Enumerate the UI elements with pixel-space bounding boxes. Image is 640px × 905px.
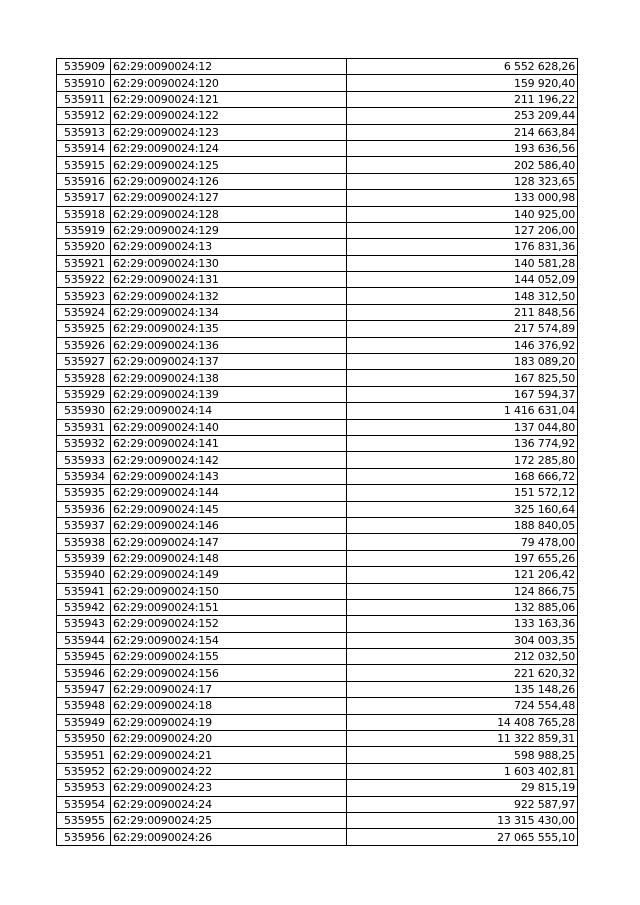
value-cell: 172 285,80	[347, 452, 578, 468]
value-cell: 148 312,50	[347, 288, 578, 304]
table-row	[57, 796, 578, 812]
cadastral-number-cell: 62:29:0090024:25	[111, 812, 347, 828]
table-row	[57, 812, 578, 828]
row-number-cell: 535950	[57, 731, 111, 747]
cadastral-number-cell: 62:29:0090024:26	[111, 829, 347, 845]
row-number-cell: 535940	[57, 567, 111, 583]
value-cell: 211 848,56	[347, 304, 578, 320]
value-cell: 1 603 402,81	[347, 763, 578, 779]
row-number-cell: 535956	[57, 829, 111, 845]
table-row	[57, 517, 578, 533]
table-row	[57, 632, 578, 648]
cadastral-number-cell: 62:29:0090024:128	[111, 206, 347, 222]
value-cell: 136 774,92	[347, 435, 578, 451]
value-cell: 183 089,20	[347, 354, 578, 370]
table-row	[57, 763, 578, 779]
cadastral-number-cell: 62:29:0090024:125	[111, 157, 347, 173]
value-cell: 197 655,26	[347, 550, 578, 566]
value-cell: 221 620,32	[347, 665, 578, 681]
row-number-cell: 535934	[57, 468, 111, 484]
cadastral-number-cell: 62:29:0090024:134	[111, 304, 347, 320]
value-cell: 167 825,50	[347, 370, 578, 386]
table-row	[57, 157, 578, 173]
table-row	[57, 616, 578, 632]
cadastral-number-cell: 62:29:0090024:14	[111, 403, 347, 419]
row-number-cell: 535952	[57, 763, 111, 779]
row-number-cell: 535919	[57, 222, 111, 238]
value-cell: 124 866,75	[347, 583, 578, 599]
value-cell: 29 815,19	[347, 780, 578, 796]
table-row	[57, 599, 578, 615]
value-cell: 11 322 859,31	[347, 731, 578, 747]
table-row	[57, 272, 578, 288]
row-number-cell: 535941	[57, 583, 111, 599]
cadastral-number-cell: 62:29:0090024:19	[111, 714, 347, 730]
value-cell: 140 581,28	[347, 255, 578, 271]
cadastral-number-cell: 62:29:0090024:150	[111, 583, 347, 599]
table-row	[57, 386, 578, 402]
cadastral-number-cell: 62:29:0090024:142	[111, 452, 347, 468]
value-cell: 133 000,98	[347, 190, 578, 206]
table-row	[57, 239, 578, 255]
row-number-cell: 535926	[57, 337, 111, 353]
value-cell: 151 572,12	[347, 485, 578, 501]
table-row	[57, 370, 578, 386]
cadastral-number-cell: 62:29:0090024:18	[111, 698, 347, 714]
table-row	[57, 403, 578, 419]
row-number-cell: 535914	[57, 140, 111, 156]
value-cell: 176 831,36	[347, 239, 578, 255]
cadastral-number-cell: 62:29:0090024:148	[111, 550, 347, 566]
row-number-cell: 535954	[57, 796, 111, 812]
row-number-cell: 535925	[57, 321, 111, 337]
table-row	[57, 550, 578, 566]
cadastral-number-cell: 62:29:0090024:120	[111, 75, 347, 91]
row-number-cell: 535930	[57, 403, 111, 419]
row-number-cell: 535920	[57, 239, 111, 255]
row-number-cell: 535942	[57, 599, 111, 615]
table-row	[57, 419, 578, 435]
table-row	[57, 698, 578, 714]
table-row	[57, 452, 578, 468]
row-number-cell: 535928	[57, 370, 111, 386]
row-number-cell: 535927	[57, 354, 111, 370]
cadastral-number-cell: 62:29:0090024:135	[111, 321, 347, 337]
row-number-cell: 535911	[57, 91, 111, 107]
table-row	[57, 665, 578, 681]
cadastral-number-cell: 62:29:0090024:141	[111, 435, 347, 451]
row-number-cell: 535949	[57, 714, 111, 730]
table-row	[57, 206, 578, 222]
cadastral-number-cell: 62:29:0090024:130	[111, 255, 347, 271]
table-row	[57, 75, 578, 91]
row-number-cell: 535948	[57, 698, 111, 714]
value-cell: 1 416 631,04	[347, 403, 578, 419]
row-number-cell: 535923	[57, 288, 111, 304]
table-row	[57, 337, 578, 353]
value-cell: 214 663,84	[347, 124, 578, 140]
table-row	[57, 140, 578, 156]
cadastral-number-cell: 62:29:0090024:132	[111, 288, 347, 304]
table-row	[57, 468, 578, 484]
cadastral-number-cell: 62:29:0090024:155	[111, 649, 347, 665]
value-cell: 79 478,00	[347, 534, 578, 550]
row-number-cell: 535951	[57, 747, 111, 763]
row-number-cell: 535921	[57, 255, 111, 271]
table-row	[57, 354, 578, 370]
table-row	[57, 304, 578, 320]
cadastral-number-cell: 62:29:0090024:129	[111, 222, 347, 238]
value-cell: 202 586,40	[347, 157, 578, 173]
cadastral-number-cell: 62:29:0090024:138	[111, 370, 347, 386]
value-cell: 304 003,35	[347, 632, 578, 648]
row-number-cell: 535933	[57, 452, 111, 468]
cadastral-number-cell: 62:29:0090024:143	[111, 468, 347, 484]
value-cell: 144 052,09	[347, 272, 578, 288]
cadastral-value-table	[56, 58, 578, 846]
value-cell: 188 840,05	[347, 517, 578, 533]
cadastral-number-cell: 62:29:0090024:152	[111, 616, 347, 632]
table-row	[57, 485, 578, 501]
cadastral-number-cell: 62:29:0090024:22	[111, 763, 347, 779]
table-row	[57, 780, 578, 796]
row-number-cell: 535912	[57, 108, 111, 124]
value-cell: 598 988,25	[347, 747, 578, 763]
cadastral-number-cell: 62:29:0090024:127	[111, 190, 347, 206]
table-row	[57, 829, 578, 845]
row-number-cell: 535913	[57, 124, 111, 140]
table-row	[57, 255, 578, 271]
row-number-cell: 535939	[57, 550, 111, 566]
row-number-cell: 535924	[57, 304, 111, 320]
value-cell: 121 206,42	[347, 567, 578, 583]
row-number-cell: 535945	[57, 649, 111, 665]
table-row	[57, 173, 578, 189]
value-cell: 13 315 430,00	[347, 812, 578, 828]
cadastral-number-cell: 62:29:0090024:23	[111, 780, 347, 796]
table-row	[57, 222, 578, 238]
value-cell: 212 032,50	[347, 649, 578, 665]
table-row	[57, 731, 578, 747]
table-row	[57, 435, 578, 451]
cadastral-number-cell: 62:29:0090024:151	[111, 599, 347, 615]
table-row	[57, 321, 578, 337]
row-number-cell: 535916	[57, 173, 111, 189]
value-cell: 27 065 555,10	[347, 829, 578, 845]
cadastral-number-cell: 62:29:0090024:149	[111, 567, 347, 583]
cadastral-number-cell: 62:29:0090024:12	[111, 59, 347, 75]
row-number-cell: 535944	[57, 632, 111, 648]
cadastral-number-cell: 62:29:0090024:136	[111, 337, 347, 353]
table-body	[57, 59, 578, 846]
value-cell: 159 920,40	[347, 75, 578, 91]
row-number-cell: 535946	[57, 665, 111, 681]
value-cell: 217 574,89	[347, 321, 578, 337]
table-row	[57, 534, 578, 550]
table-row	[57, 501, 578, 517]
value-cell: 127 206,00	[347, 222, 578, 238]
table-row	[57, 190, 578, 206]
value-cell: 253 209,44	[347, 108, 578, 124]
table-row	[57, 747, 578, 763]
table-row	[57, 567, 578, 583]
row-number-cell: 535929	[57, 386, 111, 402]
value-cell: 724 554,48	[347, 698, 578, 714]
table-row	[57, 681, 578, 697]
table-row	[57, 288, 578, 304]
cadastral-number-cell: 62:29:0090024:145	[111, 501, 347, 517]
value-cell: 167 594,37	[347, 386, 578, 402]
cadastral-number-cell: 62:29:0090024:20	[111, 731, 347, 747]
cadastral-number-cell: 62:29:0090024:17	[111, 681, 347, 697]
value-cell: 922 587,97	[347, 796, 578, 812]
cadastral-number-cell: 62:29:0090024:123	[111, 124, 347, 140]
value-cell: 137 044,80	[347, 419, 578, 435]
cadastral-number-cell: 62:29:0090024:21	[111, 747, 347, 763]
cadastral-number-cell: 62:29:0090024:140	[111, 419, 347, 435]
value-cell: 168 666,72	[347, 468, 578, 484]
cadastral-number-cell: 62:29:0090024:154	[111, 632, 347, 648]
row-number-cell: 535915	[57, 157, 111, 173]
row-number-cell: 535909	[57, 59, 111, 75]
row-number-cell: 535932	[57, 435, 111, 451]
table-row	[57, 59, 578, 75]
value-cell: 193 636,56	[347, 140, 578, 156]
cadastral-number-cell: 62:29:0090024:131	[111, 272, 347, 288]
table-row	[57, 91, 578, 107]
cadastral-number-cell: 62:29:0090024:24	[111, 796, 347, 812]
table-row	[57, 583, 578, 599]
row-number-cell: 535955	[57, 812, 111, 828]
value-cell: 325 160,64	[347, 501, 578, 517]
row-number-cell: 535910	[57, 75, 111, 91]
cadastral-number-cell: 62:29:0090024:147	[111, 534, 347, 550]
cadastral-number-cell: 62:29:0090024:126	[111, 173, 347, 189]
row-number-cell: 535917	[57, 190, 111, 206]
row-number-cell: 535937	[57, 517, 111, 533]
cadastral-number-cell: 62:29:0090024:13	[111, 239, 347, 255]
row-number-cell: 535922	[57, 272, 111, 288]
cadastral-number-cell: 62:29:0090024:139	[111, 386, 347, 402]
row-number-cell: 535947	[57, 681, 111, 697]
table-row	[57, 649, 578, 665]
cadastral-number-cell: 62:29:0090024:156	[111, 665, 347, 681]
value-cell: 128 323,65	[347, 173, 578, 189]
cadastral-number-cell: 62:29:0090024:122	[111, 108, 347, 124]
cadastral-number-cell: 62:29:0090024:146	[111, 517, 347, 533]
cadastral-number-cell: 62:29:0090024:137	[111, 354, 347, 370]
value-cell: 135 148,26	[347, 681, 578, 697]
value-cell: 140 925,00	[347, 206, 578, 222]
cadastral-number-cell: 62:29:0090024:144	[111, 485, 347, 501]
value-cell: 133 163,36	[347, 616, 578, 632]
row-number-cell: 535936	[57, 501, 111, 517]
row-number-cell: 535931	[57, 419, 111, 435]
value-cell: 6 552 628,26	[347, 59, 578, 75]
value-cell: 14 408 765,28	[347, 714, 578, 730]
row-number-cell: 535953	[57, 780, 111, 796]
value-cell: 132 885,06	[347, 599, 578, 615]
value-cell: 146 376,92	[347, 337, 578, 353]
row-number-cell: 535943	[57, 616, 111, 632]
table-row	[57, 108, 578, 124]
row-number-cell: 535918	[57, 206, 111, 222]
row-number-cell: 535938	[57, 534, 111, 550]
value-cell: 211 196,22	[347, 91, 578, 107]
cadastral-number-cell: 62:29:0090024:124	[111, 140, 347, 156]
cadastral-number-cell: 62:29:0090024:121	[111, 91, 347, 107]
table-row	[57, 124, 578, 140]
row-number-cell: 535935	[57, 485, 111, 501]
table-row	[57, 714, 578, 730]
